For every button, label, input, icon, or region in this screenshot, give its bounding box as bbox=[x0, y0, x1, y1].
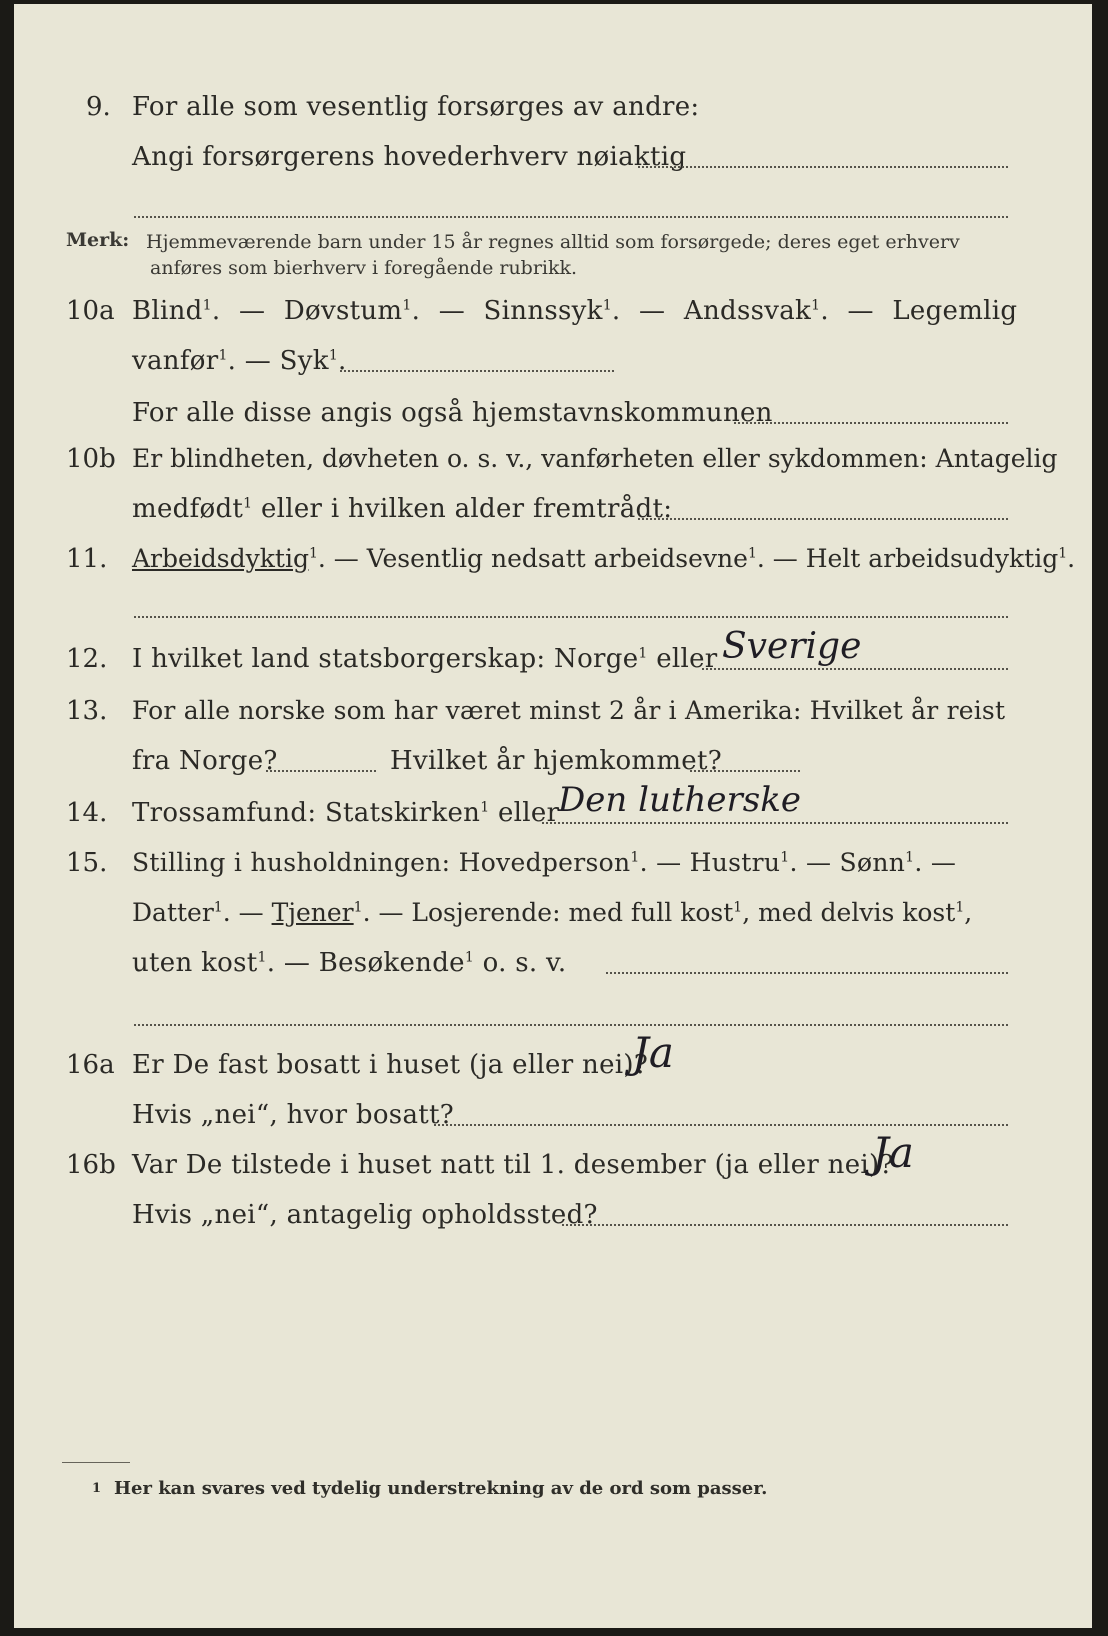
q13-number: 13. bbox=[66, 696, 108, 726]
q14-text: Trossamfund: Statskirken$^1$ eller bbox=[132, 798, 560, 828]
q16b-line2: Hvis „nei“, antagelig opholdssted? bbox=[132, 1200, 598, 1230]
q9-answer-line-2[interactable] bbox=[134, 216, 1008, 218]
q13-answer-line-1[interactable] bbox=[266, 770, 376, 772]
q10a-line1: Blind$^1$. — Døvstum$^1$. — Sinnssyk$^1$. — Andssvak$^1$. — Legemlig bbox=[132, 296, 1018, 326]
q15-option-tjener[interactable]: Tjener bbox=[271, 898, 354, 927]
q15-answer-line-2[interactable] bbox=[134, 1024, 1008, 1026]
q10b-answer-line[interactable] bbox=[638, 518, 1008, 520]
q10a-line3: For alle disse angis også hjemstavnskommunen bbox=[132, 398, 773, 428]
q10a-answer-line-2[interactable] bbox=[734, 422, 1008, 424]
q14-number: 14. bbox=[66, 798, 108, 828]
merk-label: Merk: bbox=[66, 229, 130, 251]
form-page bbox=[14, 4, 1092, 1628]
footnote-text: Her kan svares ved tydelig understrekning av de ord som passer. bbox=[114, 1478, 768, 1499]
q11-option-arbeidsdyktig[interactable]: Arbeidsdyktig bbox=[132, 544, 309, 573]
q10a-answer-line-1[interactable] bbox=[340, 370, 614, 372]
q16a-number: 16a bbox=[66, 1050, 115, 1080]
q9-line2: Angi forsørgerens hovederhverv nøiaktig bbox=[132, 142, 687, 172]
q16b-answer-line[interactable] bbox=[562, 1224, 1008, 1226]
q10b-line1: Er blindheten, døvheten o. s. v., vanførheten eller sykdommen: Antagelig bbox=[132, 444, 1058, 473]
q12-text: I hvilket land statsborgerskap: Norge$^1$ eller bbox=[132, 644, 718, 674]
merk-line1: Hjemmeværende barn under 15 år regnes alltid som forsørgede; deres eget erhverv bbox=[146, 231, 960, 253]
q12-handwritten-answer: Sverige bbox=[722, 626, 862, 667]
q15-line3: uten kost$^1$. — Besøkende$^1$ o. s. v. bbox=[132, 948, 567, 978]
q15-answer-line-1[interactable] bbox=[606, 972, 1008, 974]
footnote-rule bbox=[62, 1462, 130, 1463]
q10b-number: 10b bbox=[66, 444, 116, 474]
q13-line2b: Hvilket år hjemkommet? bbox=[390, 746, 722, 776]
q16b-line1: Var De tilstede i huset natt til 1. desember (ja eller nei)? bbox=[132, 1150, 894, 1180]
q13-answer-line-2[interactable] bbox=[690, 770, 800, 772]
q16a-answer-line[interactable] bbox=[434, 1124, 1008, 1126]
q16a-line1: Er De fast bosatt i huset (ja eller nei)? bbox=[132, 1050, 649, 1080]
q13-line2a: fra Norge? bbox=[132, 746, 278, 776]
q10b-line2: medfødt$^1$ eller i hvilken alder fremtrådt: bbox=[132, 494, 673, 524]
footnote-mark: 1 bbox=[92, 1481, 102, 1496]
q14-handwritten-answer: Den lutherske bbox=[558, 780, 801, 820]
q10a-number: 10a bbox=[66, 296, 115, 326]
q14-answer-line[interactable] bbox=[542, 822, 1008, 824]
merk-line2: anføres som bierhverv i foregående rubrikk. bbox=[150, 257, 578, 279]
q15-line2: Datter$^1$. — Tjener$^1$. — Losjerende: med full kost$^1$, med delvis kost$^1$, bbox=[132, 898, 973, 927]
q16b-handwritten-answer: Ja bbox=[872, 1128, 914, 1177]
q16a-line2: Hvis „nei“, hvor bosatt? bbox=[132, 1100, 454, 1130]
q10a-line2: vanfør$^1$. — Syk$^1$. bbox=[132, 346, 347, 376]
q15-number: 15. bbox=[66, 848, 108, 878]
q11-number: 11. bbox=[66, 544, 108, 574]
q9-line1: For alle som vesentlig forsørges av andre: bbox=[132, 92, 700, 122]
q11-line: Arbeidsdyktig$^1$. — Vesentlig nedsatt arbeidsevne$^1$. — Helt arbeidsudyktig$^1$. bbox=[132, 544, 1076, 573]
q13-line1: For alle norske som har været minst 2 år i Amerika: Hvilket år reist bbox=[132, 696, 1006, 725]
q16a-handwritten-answer: Ja bbox=[632, 1028, 674, 1077]
q16b-number: 16b bbox=[66, 1150, 116, 1180]
q9-number: 9. bbox=[86, 92, 111, 122]
q15-line1: Stilling i husholdningen: Hovedperson$^1$. — Hustru$^1$. — Sønn$^1$. — bbox=[132, 848, 957, 877]
q11-answer-line[interactable] bbox=[134, 616, 1008, 618]
q12-answer-line[interactable] bbox=[702, 668, 1008, 670]
q9-answer-line-1[interactable] bbox=[638, 166, 1008, 168]
q12-number: 12. bbox=[66, 644, 108, 674]
